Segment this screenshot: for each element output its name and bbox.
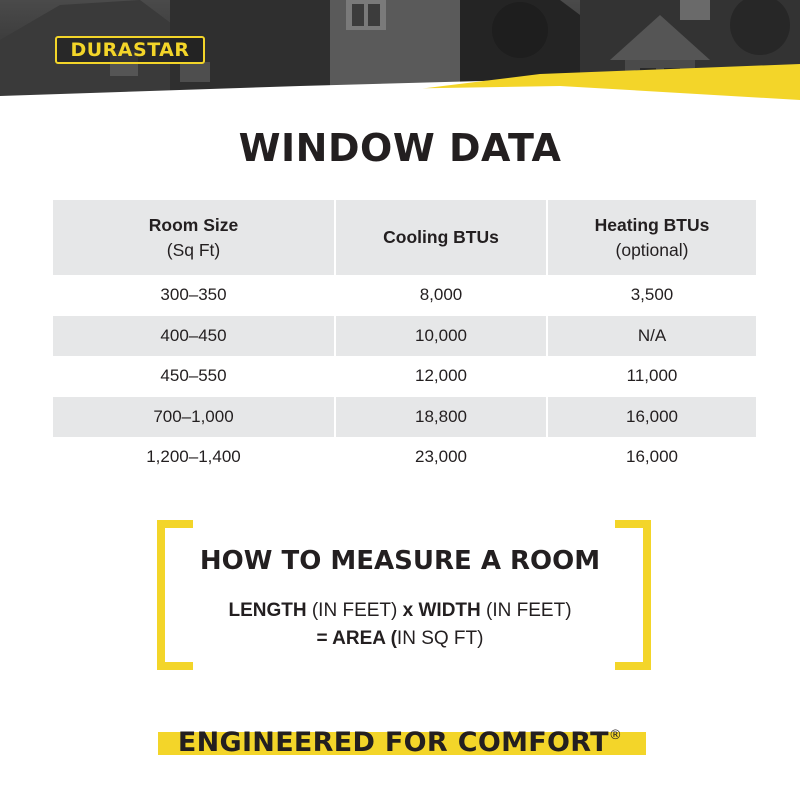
header-heating-label: Heating BTUs	[594, 214, 710, 235]
room-size-cell: 700–1,000	[53, 397, 334, 438]
header-room-size	[53, 200, 334, 275]
window-data-table	[53, 200, 756, 478]
header-cooling-btus	[334, 200, 546, 275]
formula-length: LENGTH	[228, 600, 307, 621]
table-row	[53, 316, 756, 357]
heating-btu-cell: 11,000	[546, 356, 756, 397]
cooling-btu-cell: 8,000	[334, 275, 546, 316]
formula-area-unit: IN SQ FT)	[396, 628, 484, 649]
logo-text: DURASTAR	[70, 38, 190, 61]
header-banner	[0, 0, 800, 100]
room-size-cell: 450–550	[160, 366, 227, 386]
heating-btu-cell: 3,500	[546, 275, 756, 316]
room-size-cell: 300–350	[160, 285, 227, 305]
formula-line-2	[0, 627, 800, 651]
table-header-row	[53, 200, 756, 275]
room-size-cell: 400–450	[53, 316, 334, 357]
formula-width-unit: (IN FEET)	[480, 600, 572, 621]
registered-mark: ®	[608, 728, 623, 743]
header-room-size-label: Room Size	[148, 214, 239, 235]
table-row	[53, 275, 756, 316]
header-heating-btus	[546, 200, 756, 275]
cooling-btu-cell: 12,000	[334, 356, 546, 397]
formula-line-1	[0, 599, 800, 623]
heating-btu-cell: N/A	[546, 316, 756, 357]
table-row	[53, 356, 756, 397]
cooling-btu-cell: 18,800	[334, 397, 546, 438]
tagline-text: ENGINEERED FOR COMFORT	[177, 727, 609, 758]
cooling-btu-cell: 23,000	[334, 437, 546, 478]
header-cooling-label: Cooling BTUs	[383, 227, 499, 247]
page-title: WINDOW DATA	[238, 126, 562, 170]
tagline	[0, 718, 800, 761]
heating-btu-cell: 16,000	[546, 397, 756, 438]
formula-area: = AREA (	[316, 628, 397, 649]
header-heating-note: (optional)	[615, 239, 689, 260]
durastar-logo	[55, 36, 205, 64]
heating-btu-cell: 16,000	[546, 437, 756, 478]
room-size-cell: 1,200–1,400	[146, 447, 241, 467]
cooling-btu-cell: 10,000	[334, 316, 546, 357]
measure-title: HOW TO MEASURE A ROOM	[199, 546, 601, 576]
formula-length-unit: (IN FEET)	[306, 600, 403, 621]
header-room-size-unit: (Sq Ft)	[166, 239, 221, 260]
table-row	[53, 437, 756, 478]
formula-width: x WIDTH	[402, 600, 481, 621]
table-row	[53, 397, 756, 438]
